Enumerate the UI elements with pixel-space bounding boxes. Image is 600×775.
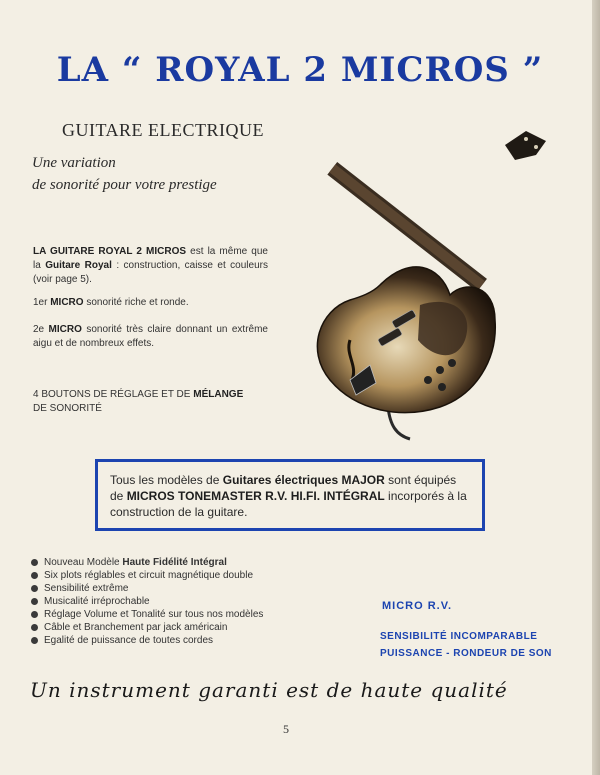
- intro-paragraph: [33, 245, 268, 287]
- intro-text-1: est la même que la: [33, 246, 268, 271]
- page-number: 5: [283, 722, 289, 736]
- guitar-headstock: [505, 131, 546, 160]
- knob-3: [424, 376, 432, 384]
- notice-bold-1: Guitares électriques MAJOR: [222, 473, 385, 487]
- buttons-text-1: 4 BOUTONS DE RÉGLAGE ET DE: [33, 389, 194, 400]
- feature-text: Réglage Volume et Tonalité sur tous nos modèles: [44, 609, 264, 620]
- bullet-icon: [31, 559, 38, 566]
- knob-4: [438, 383, 446, 391]
- feature-item: [30, 570, 280, 582]
- micro2-bold: MICRO: [44, 324, 82, 335]
- buttons-paragraph: [33, 388, 268, 416]
- tagline-line-2: de sonorité pour votre prestige: [32, 177, 217, 193]
- feature-item: [30, 557, 280, 569]
- slogan: Un instrument garanti est de haute qualité: [30, 678, 508, 702]
- micro1-prefix: 1er: [33, 297, 48, 308]
- bullet-icon: [31, 572, 38, 579]
- micro1-text: sonorité riche et ronde.: [83, 297, 189, 308]
- micro-rv-line-2: PUISSANCE - RONDEUR DE SON: [380, 648, 552, 659]
- notice-bold-2: MICROS TONEMASTER R.V. HI.FI. INTÉGRAL: [126, 489, 385, 503]
- feature-item: [30, 622, 280, 634]
- feature-list: [30, 557, 280, 648]
- micro-rv-line-1: SENSIBILITÉ INCOMPARABLE: [380, 631, 538, 642]
- micro2-paragraph: [33, 323, 268, 351]
- feature-text: Nouveau Modèle: [44, 557, 123, 568]
- page-title: LA “ ROYAL 2 MICROS ”: [56, 50, 544, 90]
- feature-text: Sensibilité extrême: [44, 583, 129, 594]
- bullet-icon: [31, 611, 38, 618]
- knob-2: [448, 359, 456, 367]
- micro1-bold: MICRO: [47, 297, 84, 308]
- feature-item: [30, 609, 280, 621]
- micro1-paragraph: [33, 296, 268, 310]
- intro-text-2: : construction, caisse et couleurs (voir page 5).: [33, 260, 268, 285]
- bullet-icon: [31, 585, 38, 592]
- page-subtitle: GUITARE ELECTRIQUE: [62, 120, 265, 140]
- feature-text: Six plots réglables et circuit magnétique double: [44, 570, 254, 581]
- feature-text: Câble et Branchement par jack américain: [44, 622, 228, 633]
- guitar-pickguard: [418, 302, 467, 355]
- micro2-prefix: 2e: [33, 324, 45, 335]
- feature-item: [30, 596, 280, 608]
- bullet-icon: [31, 598, 38, 605]
- feature-item: [30, 635, 280, 647]
- feature-item: [30, 583, 280, 595]
- tagline: [32, 152, 217, 196]
- intro-bold-2: Guitare Royal: [45, 260, 112, 271]
- buttons-text-2: DE SONORITÉ: [33, 403, 102, 414]
- bullet-icon: [31, 624, 38, 631]
- notice-text-2: sont équipés de: [110, 473, 457, 503]
- notice-text-3: incorporés à la construction de la guitare.: [110, 489, 467, 519]
- feature-text: Musicalité irréprochable: [44, 596, 150, 607]
- bullet-icon: [31, 637, 38, 644]
- feature-text: Egalité de puissance de toutes cordes: [44, 635, 213, 646]
- page-edge: [592, 0, 600, 775]
- tonemaster-notice: [95, 459, 485, 531]
- guitar-body: [317, 267, 495, 413]
- feature-bold: Haute Fidélité Intégral: [122, 557, 227, 568]
- notice-text-1: Tous les modèles de: [110, 473, 223, 487]
- knob-1: [436, 366, 444, 374]
- micro-rv-title: MICRO R.V.: [382, 600, 453, 612]
- micro2-text: sonorité très claire donnant un extrême aigu et de nombreux effets.: [33, 324, 268, 349]
- buttons-bold: MÉLANGE: [193, 389, 244, 400]
- tagline-line-1: Une variation: [32, 155, 116, 171]
- guitar-illustration: [300, 125, 560, 445]
- intro-bold-1: LA GUITARE ROYAL 2 MICROS: [33, 246, 187, 257]
